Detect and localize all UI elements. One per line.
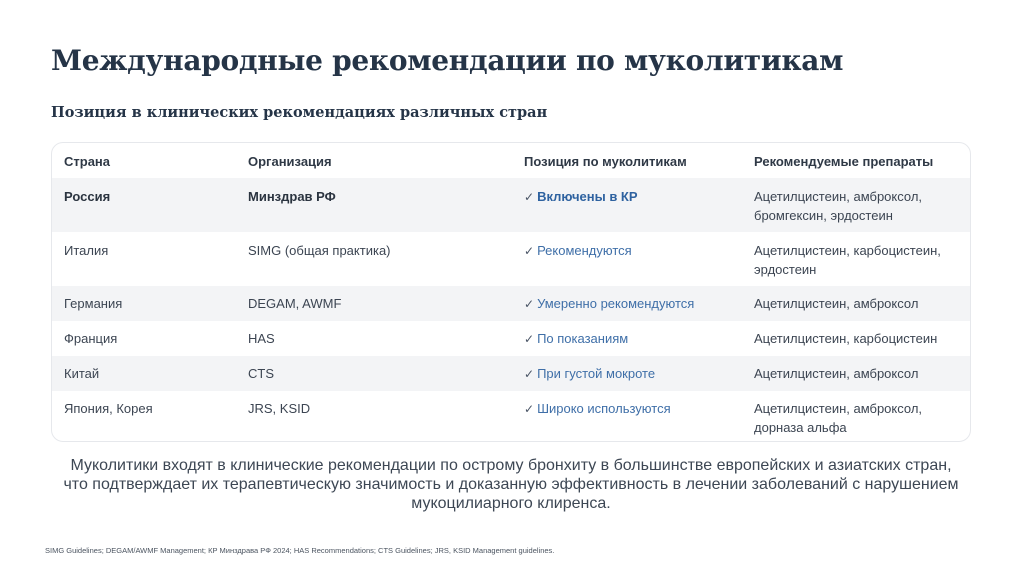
table-row: [52, 178, 970, 232]
cell-organization: CTS: [248, 366, 274, 381]
cell-drugs: [754, 187, 964, 225]
position-text: По показаниям: [537, 331, 629, 346]
cell-organization: Минздрав РФ: [248, 189, 336, 204]
check-icon: ✓: [524, 244, 535, 258]
drugs-line: Ацетилцистеин, амброксол,: [754, 401, 923, 416]
drugs-line: Ацетилцистеин, амброксол,: [754, 189, 923, 204]
cell-drugs: Ацетилцистеин, амброксол: [754, 366, 919, 381]
cell-drugs: Ацетилцистеин, карбоцистеин: [754, 331, 938, 346]
cell-organization: HAS: [248, 331, 275, 346]
cell-country: Франция: [64, 331, 118, 346]
drugs-line: дорназа альфа: [754, 420, 847, 435]
drugs-line: эрдостеин: [754, 262, 817, 277]
table-row: [52, 286, 970, 321]
check-icon: ✓: [524, 367, 535, 381]
summary-text: [51, 456, 971, 513]
table-row: [52, 321, 970, 356]
table-row: [52, 391, 970, 442]
table-header-row: [52, 143, 970, 178]
drugs-line: Ацетилцистеин, карбоцистеин,: [754, 243, 941, 258]
position-text: При густой мокроте: [537, 366, 656, 381]
cell-country: Россия: [64, 189, 111, 204]
page-subtitle: Позиция в клинических рекомендациях различных стран: [51, 104, 548, 121]
table-row: [52, 356, 970, 391]
header-position: Позиция по муколитикам: [524, 154, 687, 169]
check-icon: ✓: [524, 402, 535, 416]
summary-line: что подтверждает их терапевтическую значимость и доказанную эффективность в лечении заболеваний с нарушением: [63, 476, 959, 493]
position-text: Широко используются: [537, 401, 671, 416]
cell-country: Япония, Корея: [64, 401, 153, 416]
cell-organization: DEGAM, AWMF: [248, 296, 342, 311]
recommendations-table: [51, 142, 971, 442]
position-text: Включены в КР: [537, 189, 638, 204]
position-text: Рекомендуются: [537, 243, 632, 258]
cell-position: [524, 187, 744, 207]
header-drugs: Рекомендуемые препараты: [754, 154, 934, 169]
cell-country: Италия: [64, 243, 109, 258]
page-title: Международные рекомендации по муколитикам: [51, 44, 844, 77]
check-icon: ✓: [524, 297, 535, 311]
summary-line: Муколитики входят в клинические рекомендации по острому бронхиту в большинстве европейских и азиатских стран,: [70, 457, 952, 474]
cell-organization: JRS, KSID: [248, 401, 311, 416]
footnote-references: SIMG Guidelines; DEGAM/AWMF Management; КР Минздрава РФ 2024; HAS Recommendations; CTS Guidelines; JRS, KSID Management guidelines.: [45, 546, 555, 555]
position-text: Умеренно рекомендуются: [537, 296, 695, 311]
header-organization: Организация: [248, 154, 332, 169]
header-country: Страна: [64, 154, 111, 169]
cell-position: [524, 364, 744, 384]
summary-line: мукоцилиарного клиренса.: [411, 495, 611, 512]
cell-drugs: [754, 399, 964, 437]
cell-position: [524, 294, 744, 314]
cell-drugs: Ацетилцистеин, амброксол: [754, 296, 919, 311]
table-row: [52, 232, 970, 286]
cell-country: Германия: [64, 296, 123, 311]
cell-drugs: [754, 241, 964, 279]
cell-organization: SIMG (общая практика): [248, 243, 391, 258]
cell-position: [524, 399, 744, 419]
drugs-line: бромгексин, эрдостеин: [754, 208, 893, 223]
check-icon: ✓: [524, 332, 535, 346]
cell-country: Китай: [64, 366, 100, 381]
check-icon: ✓: [524, 190, 535, 204]
cell-position: [524, 329, 744, 349]
cell-position: [524, 241, 744, 261]
